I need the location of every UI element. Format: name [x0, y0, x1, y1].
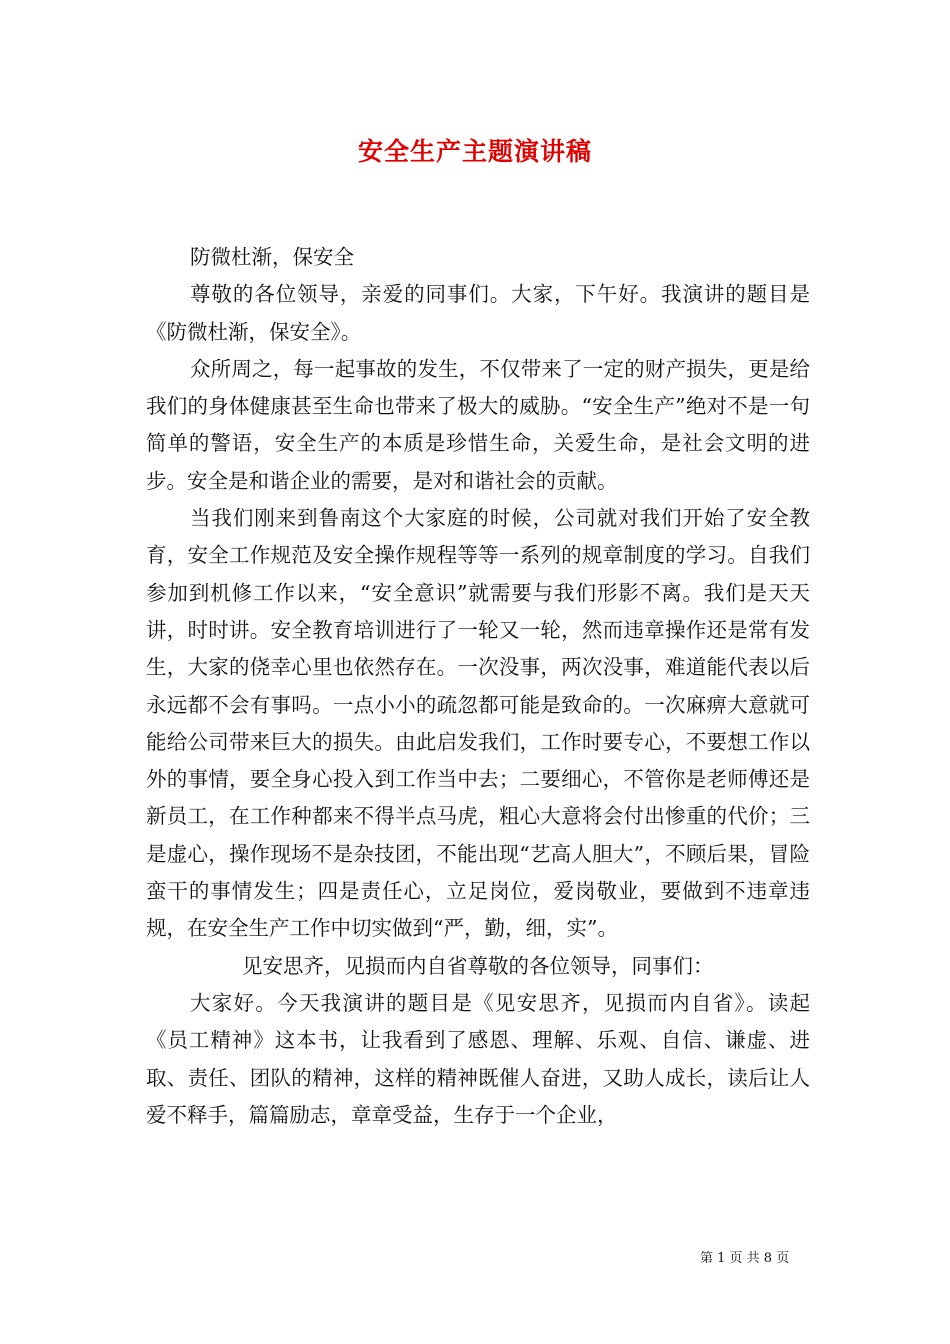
- document-body: [146, 239, 810, 1134]
- paragraph-body-1: 众所周之，每一起事故的发生，不仅带来了一定的财产损失，更是给我们的身体健康甚至生命也带来了极大的威胁。“安全生产”绝对不是一句简单的警语，安全生产的本质是珍惜生命，关爱生命，是社会文明的进步。安全是和谐企业的需要，是对和谐社会的贡献。: [146, 356, 810, 493]
- page-title: 安全生产主题演讲稿: [357, 137, 592, 166]
- page-number: 第 1 页 共 8 页: [700, 1251, 790, 1266]
- paragraph-subtitle-1: 防微杜渐，保安全: [190, 245, 354, 269]
- paragraph-body-2: 当我们刚来到鲁南这个大家庭的时候，公司就对我们开始了安全教育，安全工作规范及安全操作规程等等一系列的规章制度的学习。自我们参加到机修工作以来，“安全意识”就需要与我们形影不离。我们是天天讲，时时讲。安全教育培训进行了一轮又一轮，然而违章操作还是常有发生，大家的侥幸心里也依然存在。一次没事，两次没事，难道能代表以后永远都不会有事吗。一点小小的疏忽都可能是致命的。一次麻痹大意就可能给公司带来巨大的损失。由此启发我们，工作时要专心，不要想工作以外的事情，要全身心投入到工作当中去；二要细心，不管你是老师傅还是新员工，在工作种都来不得半点马虎，粗心大意将会付出惨重的代价；三是虚心，操作现场不是杂技团，不能出现“艺高人胆大”，不顾后果，冒险蛮干的事情发生；四是责任心，立足岗位，爱岗敬业，要做到不违章违规，在安全生产工作中切实做到“严，勤，细，实”。: [146, 506, 810, 941]
- paragraph-subtitle-2: 见安思齐，见损而内自省尊敬的各位领导，同事们：: [242, 953, 714, 978]
- paragraph-greeting-1: 尊敬的各位领导，亲爱的同事们。大家，下午好。我演讲的题目是《防微杜渐，保安全》。: [146, 282, 810, 344]
- paragraph-body-3: 大家好。今天我演讲的题目是《见安思齐，见损而内自省》。读起《员工精神》这本书，让我看到了感恩、理解、乐观、自信、谦虚、进取、责任、团队的精神，这样的精神既催人奋进，又助人成长，读后让人爱不释手，篇篇励志，章章受益，生存于一个企业，: [146, 990, 810, 1127]
